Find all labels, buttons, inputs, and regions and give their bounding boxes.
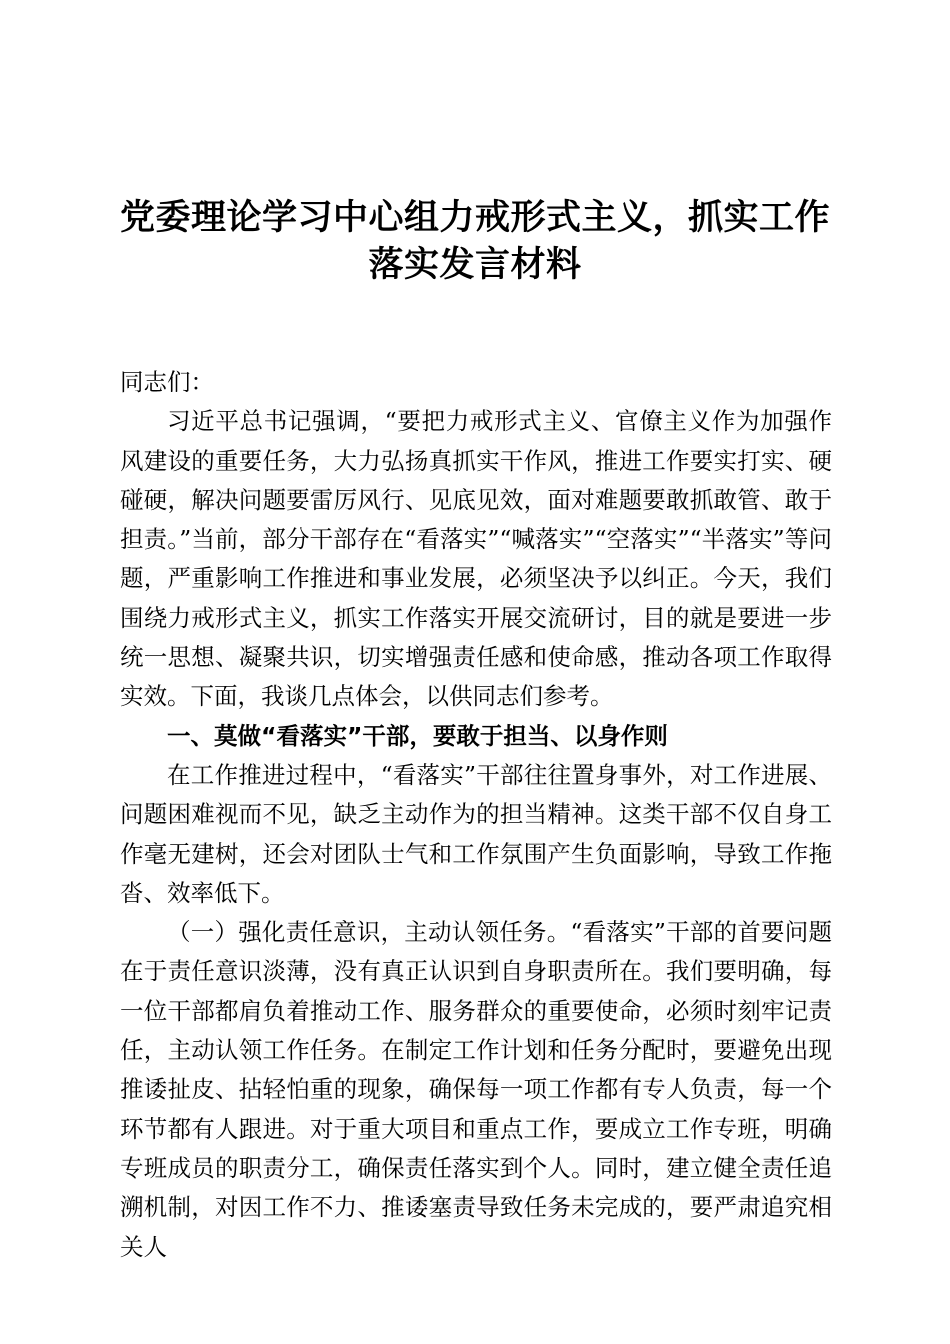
subsection-1-paragraph: （一）强化责任意识，主动认领任务。“看落实”干部的首要问题在于责任意识淡薄，没有真正认识到自身职责所在。我们要明确，每一位干部都肩负着推动工作、服务群众的重要使命，必须时刻牢记责任，主动认领工作任务。在制定工作计划和任务分配时，要避免出现推诿扯皮、拈轻怕重的现象，确保每一项工作都有专人负责，每一个环节都有人跟进。对于重大项目和重点工作，要成立工作专班，明确专班成员的职责分工，确保责任落实到个人。同时，建立健全责任追溯机制，对因工作不力、推诿塞责导致任务未完成的，要严肃追究相关人 [120, 918, 832, 1261]
document-title-line-1: 党委理论学习中心组力戒形式主义，抓实工作 [119, 197, 830, 238]
section-1-paragraph: 在工作推进过程中，“看落实”干部往往置身事外，对工作进展、问题困难视而不见，缺乏主动作为的担当精神。这类干部不仅自身工作毫无建树，还会对团队士气和工作氛围产生负面影响，导致工作拖沓、效率低下。 [120, 760, 832, 907]
document-title-line-2: 落实发言材料 [368, 244, 582, 285]
section-heading-1: 一、莫做“看落实”干部，要敢于担当、以身作则 [167, 721, 668, 750]
intro-paragraph: 习近平总书记强调，“要把力戒形式主义、官僚主义作为加强作风建设的重要任务，大力弘扬真抓实干作风，推进工作要实打实、硬碰硬，解决问题要雷厉风行、见底见效，面对难题要敢抓敢管、敢于担责。”当前，部分干部存在“看落实”“喊落实”“空落实”“半落实”等问题，严重影响工作推进和事业发展，必须坚决予以纠正。今天，我们围绕力戒形式主义，抓实工作落实开展交流研讨，目的就是要进一步统一思想、凝聚共识，切实增强责任感和使命感，推动各项工作取得实效。下面，我谈几点体会，以供同志们参考。 [120, 407, 832, 711]
document-body [120, 363, 832, 1267]
salutation: 同志们： [120, 368, 214, 396]
